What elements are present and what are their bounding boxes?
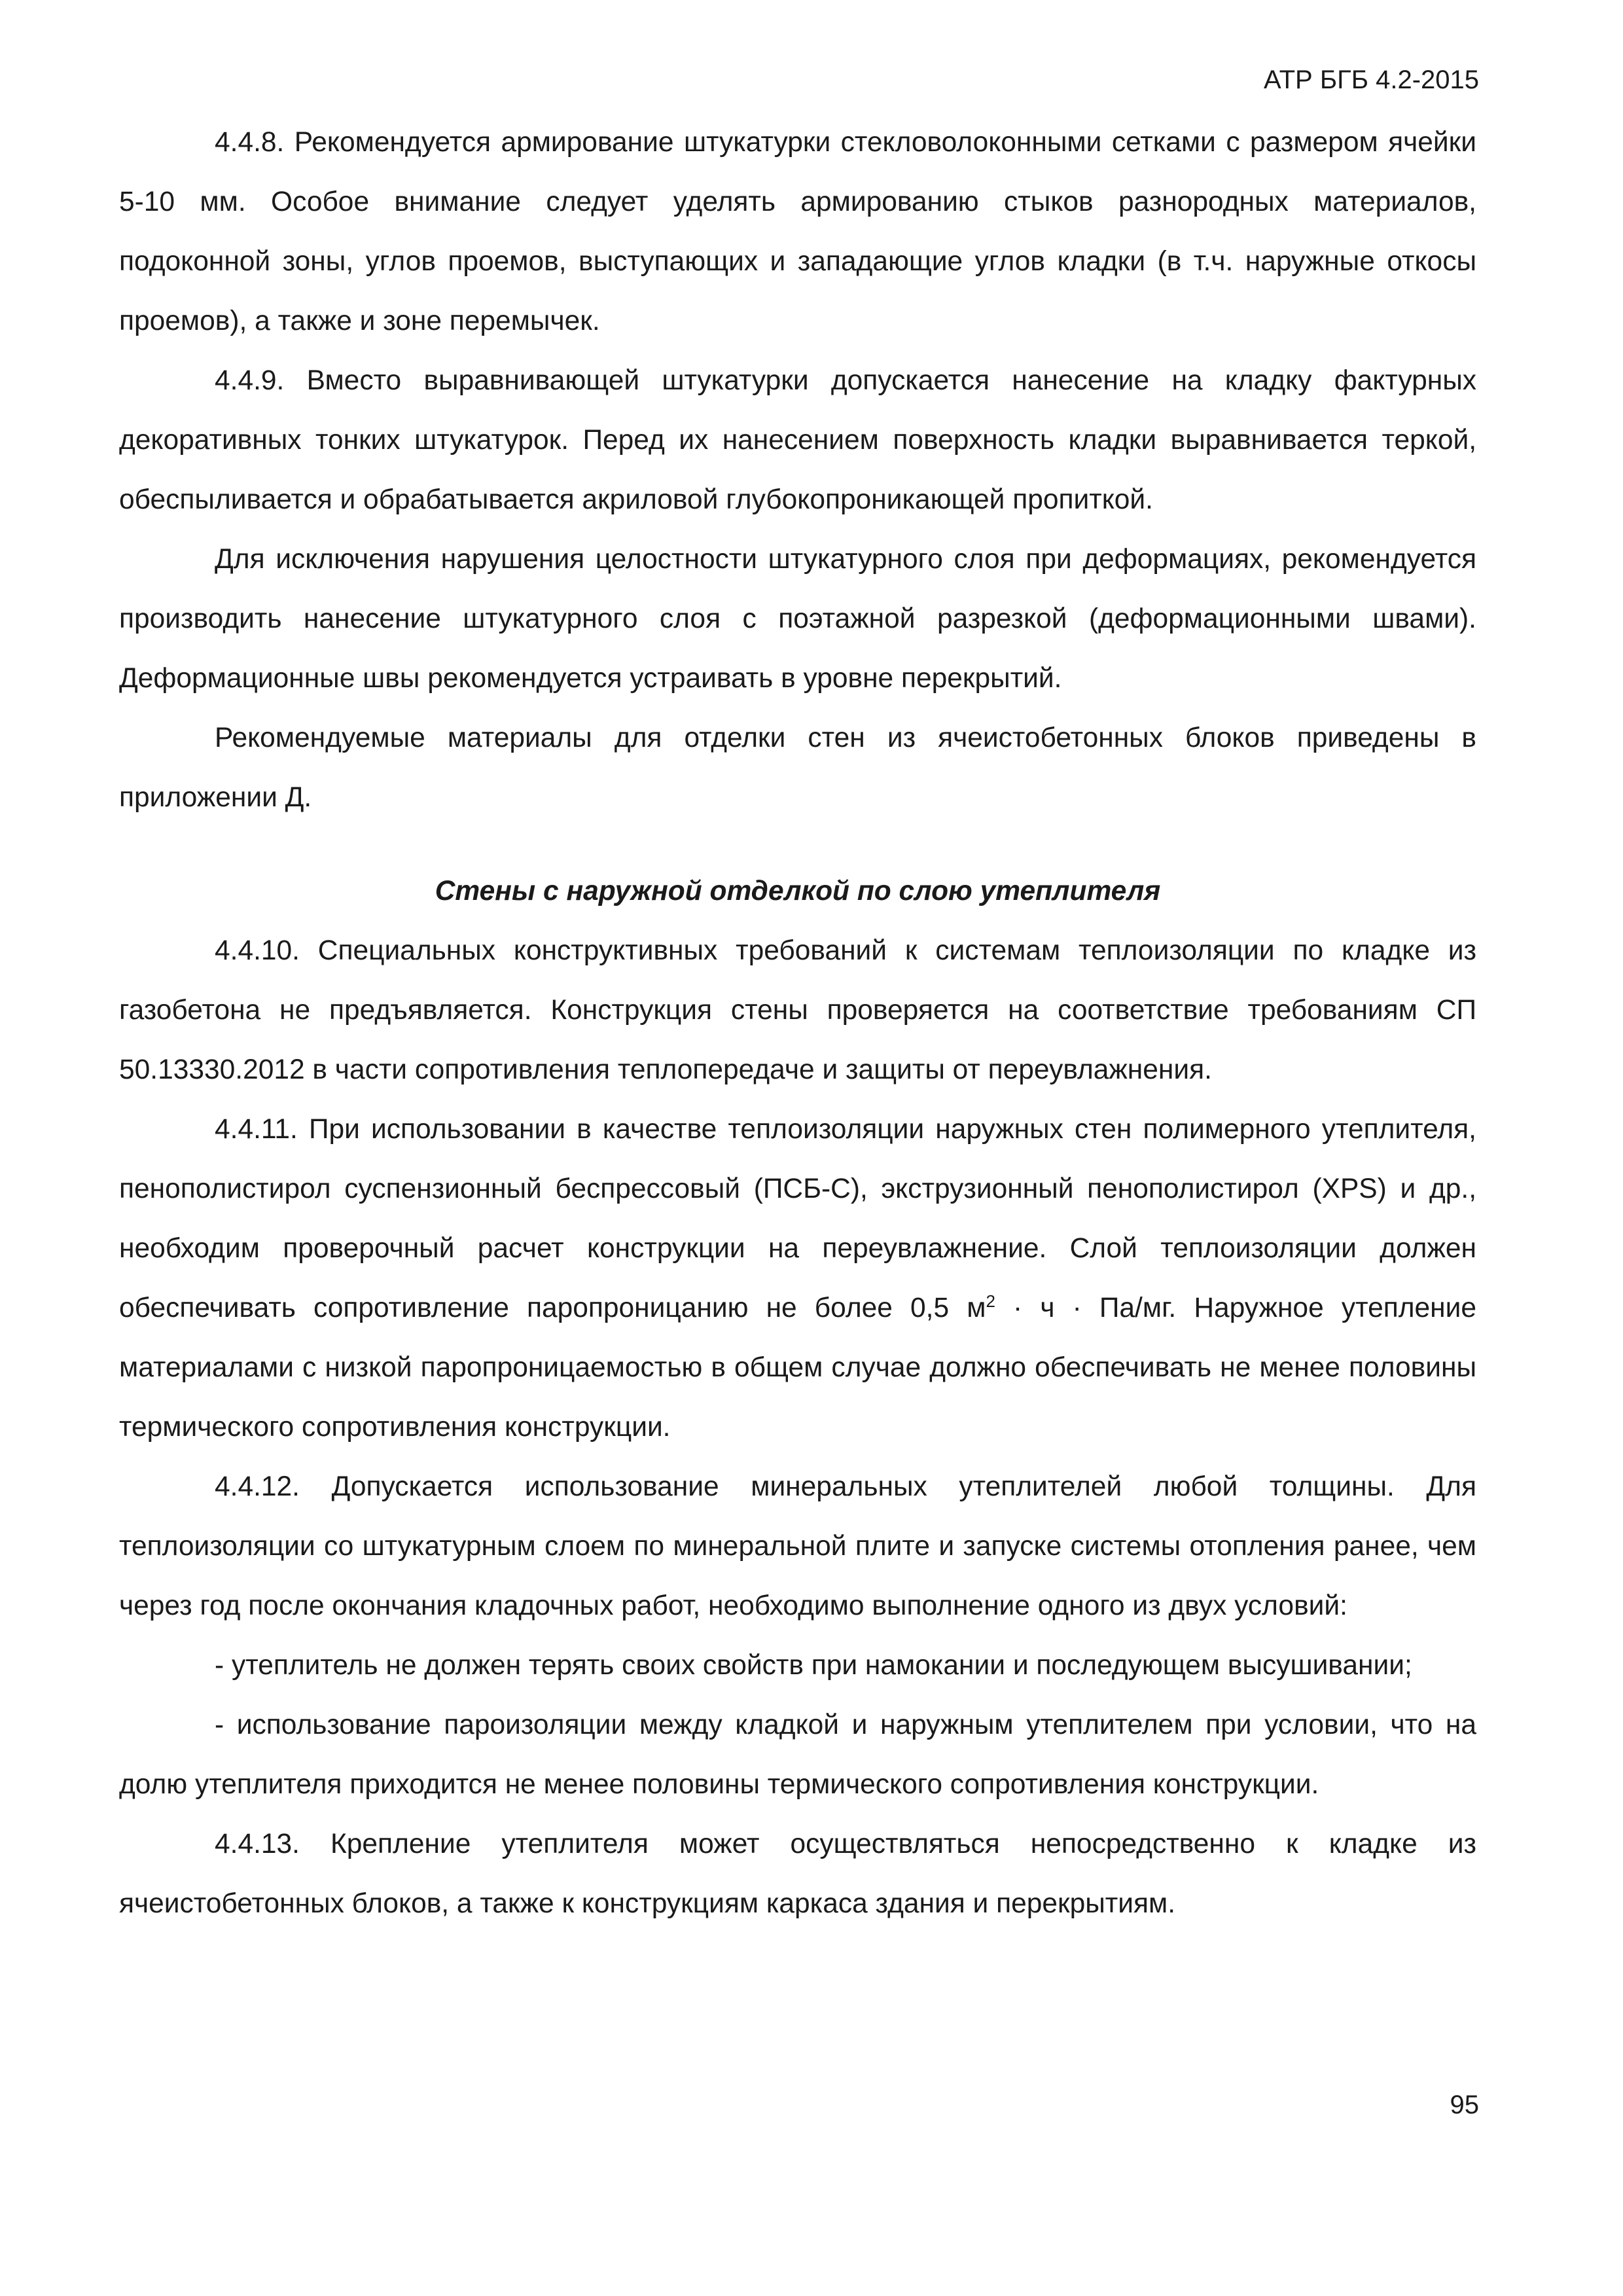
section-spacer bbox=[119, 827, 1476, 861]
paragraph-4-4-10: 4.4.10. Специальных конструктивных требований к системам теплоизоляции по кладке из газобетона не предъявляется. Конструкция стены проверяется на соответствие требованиям СП 50.13330.2012 в части сопротивления теплопередаче и защиты от переувлажнения. bbox=[119, 935, 1476, 1085]
paragraph-4-4-11-part-a: 4.4.11. При использовании в качестве теплоизоляции наружных стен полимерного утеплителя, пенополистирол суспензионный беспрессовый (ПСБ-С), экструзионный пенополистирол (XPS) и др., необходим проверочный расчет конструкции на переувлажнение. Слой теплоизоляции должен обеспечивать сопротивление паропроницанию не более 0,5 м bbox=[119, 1114, 1476, 1323]
paragraph-4-4-11-part-b: · ч · Па/мг. Наружное утепление материалами с низкой паропроницаемостью в общем случае должно обеспечивать не менее половины термического сопротивления конструкции. bbox=[119, 1293, 1476, 1443]
paragraph-deformation-joints: Для исключения нарушения целостности штукатурного слоя при деформациях, рекомендуется производить нанесение штукатурного слоя с поэтажной разрезкой (деформационными швами). Деформационные швы рекомендуется устраивать в уровне перекрытий. bbox=[119, 544, 1476, 694]
paragraph-4-4-9: 4.4.9. Вместо выравнивающей штукатурки допускается нанесение на кладку фактурных декоративных тонких штукатурок. Перед их нанесением поверхность кладки выравнивается теркой, обеспыливается и обрабатывается акриловой глубокопроникающей пропиткой. bbox=[119, 365, 1476, 515]
paragraph-4-4-11 bbox=[119, 1100, 1476, 1457]
section-heading: Стены с наружной отделкой по слою утеплителя bbox=[435, 876, 1161, 906]
superscript-squared: 2 bbox=[986, 1291, 995, 1311]
list-item-condition-1: - утеплитель не должен терять своих свойств при намокании и последующем высушивании; bbox=[215, 1650, 1412, 1681]
paragraph-recommended-materials: Рекомендуемые материалы для отделки стен из ячеистобетонных блоков приведены в приложении Д. bbox=[119, 723, 1476, 813]
paragraph-4-4-13: 4.4.13. Крепление утеплителя может осуществляться непосредственно к кладке из ячеистобетонных блоков, а также к конструкциям каркаса здания и перекрытиям. bbox=[119, 1829, 1476, 1919]
page-number: 95 bbox=[1450, 2090, 1479, 2119]
list-item-condition-2: - использование пароизоляции между кладкой и наружным утеплителем при условии, что на долю утеплителя приходится не менее половины термического сопротивления конструкции. bbox=[119, 1710, 1476, 1800]
document-code-header: АТР БГБ 4.2-2015 bbox=[1264, 65, 1479, 94]
document-body bbox=[119, 113, 1476, 1933]
paragraph-4-4-12: 4.4.12. Допускается использование минеральных утеплителей любой толщины. Для теплоизоляции со штукатурным слоем по минеральной плите и запуске системы отопления ранее, чем через год после окончания кладочных работ, необходимо выполнение одного из двух условий: bbox=[119, 1471, 1476, 1621]
paragraph-4-4-8: 4.4.8. Рекомендуется армирование штукатурки стекловолоконными сетками с размером ячейки 5-10 мм. Особое внимание следует уделять армированию стыков разнородных материалов, подоконной зоны, углов проемов, выступающих и западающие углов кладки (в т.ч. наружные откосы проемов), а также и зоне перемычек. bbox=[119, 127, 1476, 336]
